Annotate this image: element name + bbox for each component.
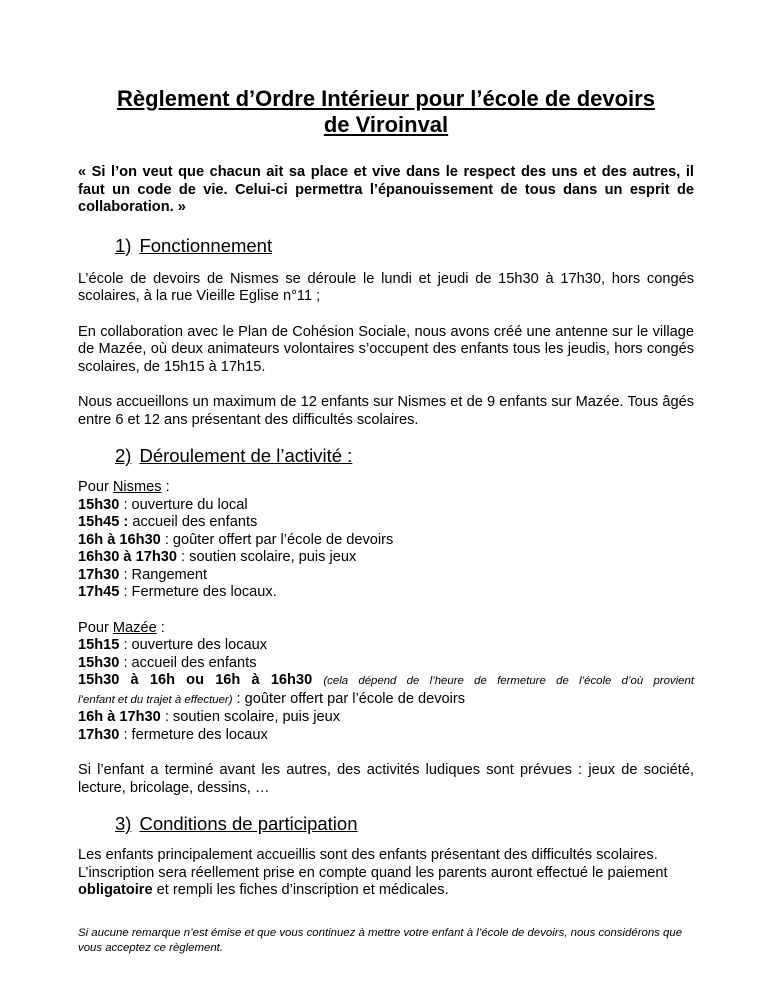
schedule-item: 15h30 : ouverture du local — [78, 496, 248, 513]
section-1-paragraph-3: Nous accueillons un maximum de 12 enfants sur Nismes et de 9 enfants sur Mazée. Tous âgés entre 6 et 12 ans présentant des difficultés scolaires. — [78, 394, 694, 428]
section-1-paragraph-2: En collaboration avec le Plan de Cohésion Sociale, nous avons créé une antenne sur le village de Mazée, où deux animateurs volontaires s’occupent des enfants tous les jeudis, hors congés scolaires, de 15h15 à 17h15. — [78, 323, 694, 375]
document-page — [78, 86, 694, 974]
schedule-item-snack-cont: l’enfant et du trajet à effectuer) : goûter offert par l’école de devoirs — [78, 690, 466, 707]
section-2-extra: Si l’enfant a terminé avant les autres, des activités ludiques sont prévues : jeux de société, lecture, bricolage, dessins, … — [78, 762, 694, 796]
section-1-title: Fonctionnement — [139, 234, 273, 256]
schedule-item: 16h à 16h30 : goûter offert par l’école de devoirs — [78, 531, 394, 548]
title-line-2: de Viroinval — [323, 112, 449, 137]
schedule-mazee — [78, 620, 694, 745]
snack-note-part-1: (cela dépend de l’heure de fermeture de l’école d’où provient — [323, 675, 694, 687]
schedule-item: 17h30 : Rangement — [78, 566, 208, 583]
place-nismes: Nismes — [112, 479, 162, 495]
schedule-mazee-header: Pour Mazée : — [78, 619, 165, 636]
mandatory-word: obligatoire — [78, 882, 153, 898]
intro-quote: « Si l’on veut que chacun ait sa place et vive dans le respect des uns et des autres, il faut un code de vie. Celui-ci permettra l’épanouissement de tous dans un esprit de collaboration. » — [78, 164, 694, 215]
schedule-item: 17h45 : Fermeture des locaux. — [78, 584, 277, 600]
footnote: Si aucune remarque n’est émise et que vous continuez à mettre votre enfant à l’école de devoirs, nous considérons que vous acceptez ce règlement. — [78, 926, 683, 954]
section-3-title: Conditions de participation — [139, 813, 358, 834]
section-1-paragraph-1: L’école de devoirs de Nismes se déroule le lundi et jeudi de 15h30 à 17h30, hors congés scolaires, à la rue Vieille Eglise n°11 ; — [78, 270, 694, 304]
section-3-number: 3) — [115, 813, 132, 834]
section-2-heading — [78, 445, 694, 467]
schedule-item: 16h à 17h30 : soutien scolaire, puis jeux — [78, 709, 341, 725]
title-line-1: Règlement d’Ordre Intérieur pour l’école de devoirs — [117, 86, 655, 111]
schedule-item: 17h30 : fermeture des locaux — [78, 726, 268, 743]
document-title — [78, 86, 694, 138]
section-1-number: 1) — [115, 234, 132, 256]
snack-note-part-2: l’enfant et du trajet à effectuer) — [78, 693, 233, 706]
section-3-heading — [78, 813, 694, 835]
schedule-item: 15h30 : accueil des enfants — [78, 654, 257, 671]
section-3-paragraph: Les enfants principalement accueillis sont des enfants présentant des difficultés scolaires. L’inscription sera réellement prise en compte quand les parents auront effectué le paiement obligatoire et rempli les fiches d’inscription et médicales. — [78, 847, 668, 898]
schedule-item: 15h15 : ouverture des locaux — [78, 637, 268, 653]
section-2-number: 2) — [115, 445, 132, 466]
schedule-item: 15h45 : accueil des enfants — [78, 514, 258, 530]
schedule-nismes — [78, 479, 694, 602]
section-2-title: Déroulement de l’activité : — [139, 445, 353, 466]
section-3-line-1: Les enfants principalement accueillis sont des enfants présentant des difficultés scolaires. — [78, 847, 658, 863]
schedule-item-snack: 15h30 à 16h ou 16h à 16h30 (cela dépend de l’heure de fermeture de l’école d’où provient — [78, 672, 694, 688]
place-mazee: Mazée — [112, 619, 157, 636]
schedule-nismes-header: Pour Nismes : — [78, 479, 170, 495]
schedule-item: 16h30 à 17h30 : soutien scolaire, puis jeux — [78, 549, 357, 565]
section-1-heading — [78, 235, 694, 257]
